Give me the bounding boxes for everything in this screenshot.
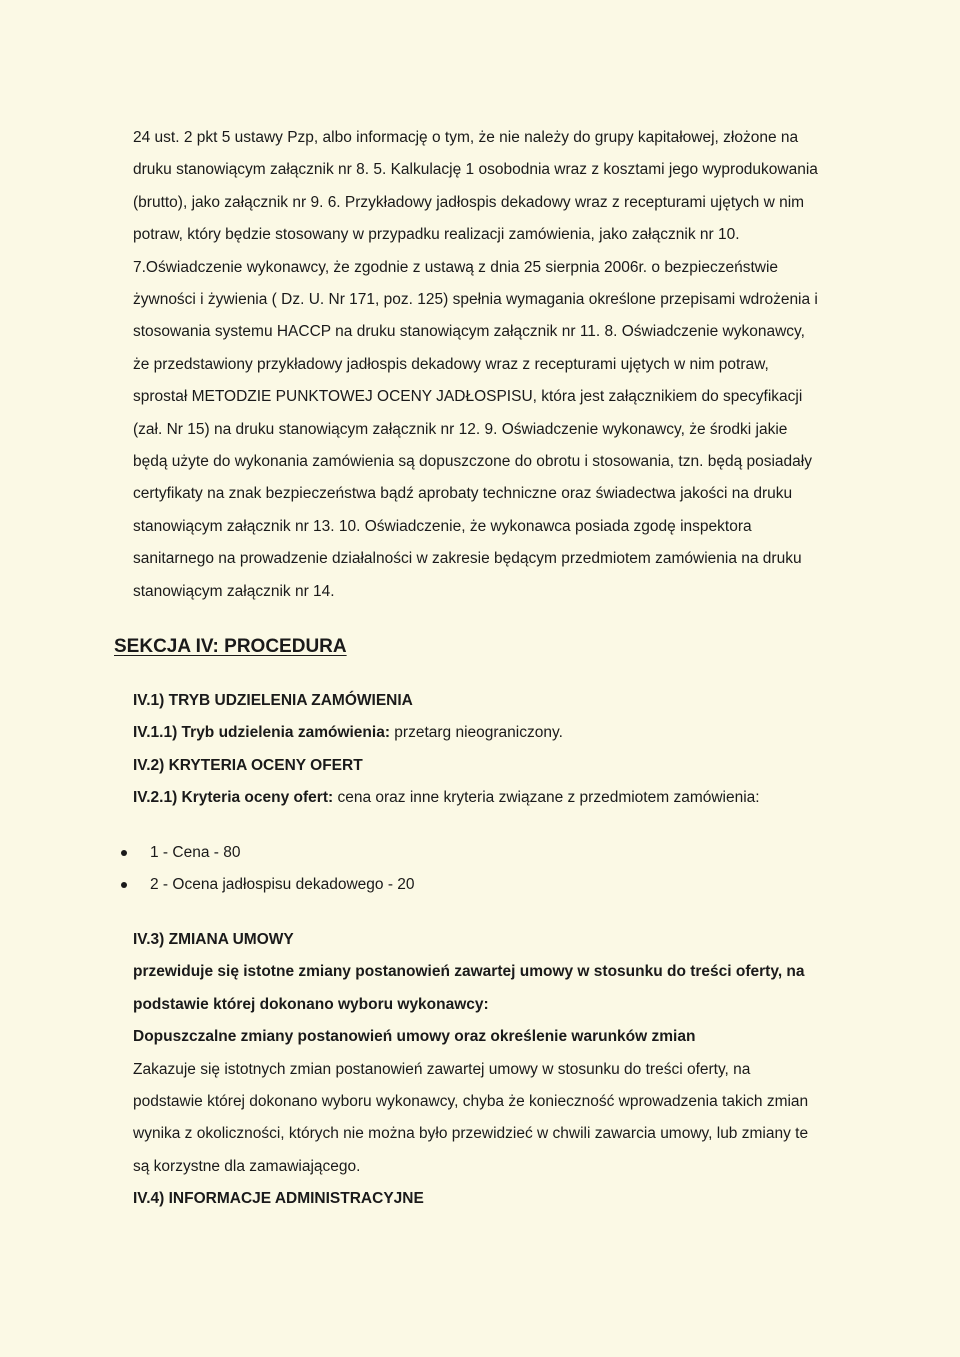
- admin-heading: IV.4) INFORMACJE ADMINISTRACYJNE: [133, 1190, 424, 1208]
- criterion-text: 2 - Ocena jadłospisu dekadowego - 20: [150, 876, 415, 894]
- text-line: podstawie której dokonano wyboru wykonawcy, chyba że konieczność wprowadzenia takich zmian: [133, 1093, 809, 1111]
- kryteria-value: cena oraz inne kryteria związane z przedmiotem zamówienia:: [333, 789, 760, 807]
- text-line: stanowiącym załącznik nr 14.: [133, 582, 335, 600]
- tryb-row: [133, 717, 853, 749]
- tryb-label: IV.1.1) Tryb udzielenia zamówienia:: [133, 724, 390, 742]
- list-item: [118, 869, 415, 901]
- text-line: stosowania systemu HACCP na druku stanowiącym załącznik nr 11. 8. Oświadczenie wykonawcy,: [133, 323, 805, 341]
- text-line: żywności i żywienia ( Dz. U. Nr 171, poz. 125) spełnia wymagania określone przepisami wdrożenia i: [133, 291, 818, 309]
- zmiana-heading: IV.3) ZMIANA UMOWY: [133, 931, 294, 948]
- bullet-icon: [121, 882, 127, 888]
- zmiana-bold-line: Dopuszczalne zmiany postanowień umowy oraz określenie warunków zmian: [133, 1028, 696, 1046]
- kryteria-row: [133, 782, 853, 814]
- text-line: druku stanowiącym załącznik nr 8. 5. Kalkulację 1 osobodnia wraz z kosztami jego wyprodukowania: [133, 161, 818, 179]
- text-line: sprostał METODZIE PUNKTOWEJ OCENY JADŁOSPISU, która jest załącznikiem do specyfikacji: [133, 388, 803, 406]
- zmiana-bold-line: przewiduje się istotne zmiany postanowień zawartej umowy w stosunku do treści oferty, na: [133, 963, 805, 981]
- contract-change-block: [133, 924, 853, 1216]
- text-line: potraw, który będzie stosowany w przypadku realizacji zamówienia, jako załącznik nr 10.: [133, 226, 740, 244]
- procedure-block: [133, 685, 853, 815]
- list-item: [118, 837, 415, 869]
- text-line: Zakazuje się istotnych zmian postanowień zawartej umowy w stosunku do treści oferty, na: [133, 1060, 751, 1078]
- text-line: 24 ust. 2 pkt 5 ustawy Pzp, albo informację o tym, że nie należy do grupy kapitałowej, złożone na: [133, 129, 799, 146]
- section-heading: SEKCJA IV: PROCEDURA: [114, 636, 347, 657]
- text-line: że przedstawiony przykładowy jadłospis dekadowy wraz z recepturami ujętych w nim potraw,: [133, 355, 769, 373]
- bullet-icon: [121, 850, 127, 856]
- text-line: stanowiącym załącznik nr 13. 10. Oświadczenie, że wykonawca posiada zgodę inspektora: [133, 517, 752, 535]
- text-line: sanitarnego na prowadzenie działalności w zakresie będącym przedmiotem zamówienia na druku: [133, 550, 802, 568]
- text-line: certyfikaty na znak bezpieczeństwa bądź aprobaty techniczne oraz świadectwa jakości na druku: [133, 485, 793, 503]
- kryteria-heading: IV.2) KRYTERIA OCENY OFERT: [133, 756, 363, 774]
- kryteria-label: IV.2.1) Kryteria oceny ofert:: [133, 789, 334, 807]
- criteria-list: [118, 837, 415, 902]
- intro-paragraph: [133, 122, 843, 608]
- zmiana-bold-line: podstawie której dokonano wyboru wykonawcy:: [133, 995, 489, 1013]
- text-line: wynika z okoliczności, których nie można było przewidzieć w chwili zawarcia umowy, lub zmiany te: [133, 1125, 809, 1143]
- text-line: są korzystne dla zamawiającego.: [133, 1157, 361, 1175]
- text-line: będą użyte do wykonania zamówienia są dopuszczone do obrotu i stosowania, tzn. będą posiadały: [133, 453, 812, 471]
- tryb-value: przetarg nieograniczony.: [389, 724, 563, 742]
- text-line: 7.Oświadczenie wykonawcy, że zgodnie z ustawą z dnia 25 sierpnia 2006r. o bezpieczeństwie: [133, 258, 779, 276]
- criterion-text: 1 - Cena - 80: [150, 844, 241, 861]
- tryb-heading: IV.1) TRYB UDZIELENIA ZAMÓWIENIA: [133, 692, 413, 709]
- text-line: (brutto), jako załącznik nr 9. 6. Przykładowy jadłospis dekadowy wraz z recepturami ujętych w nim: [133, 193, 805, 211]
- text-line: (zał. Nr 15) na druku stanowiącym załącznik nr 12. 9. Oświadczenie wykonawcy, że środki jakie: [133, 420, 788, 438]
